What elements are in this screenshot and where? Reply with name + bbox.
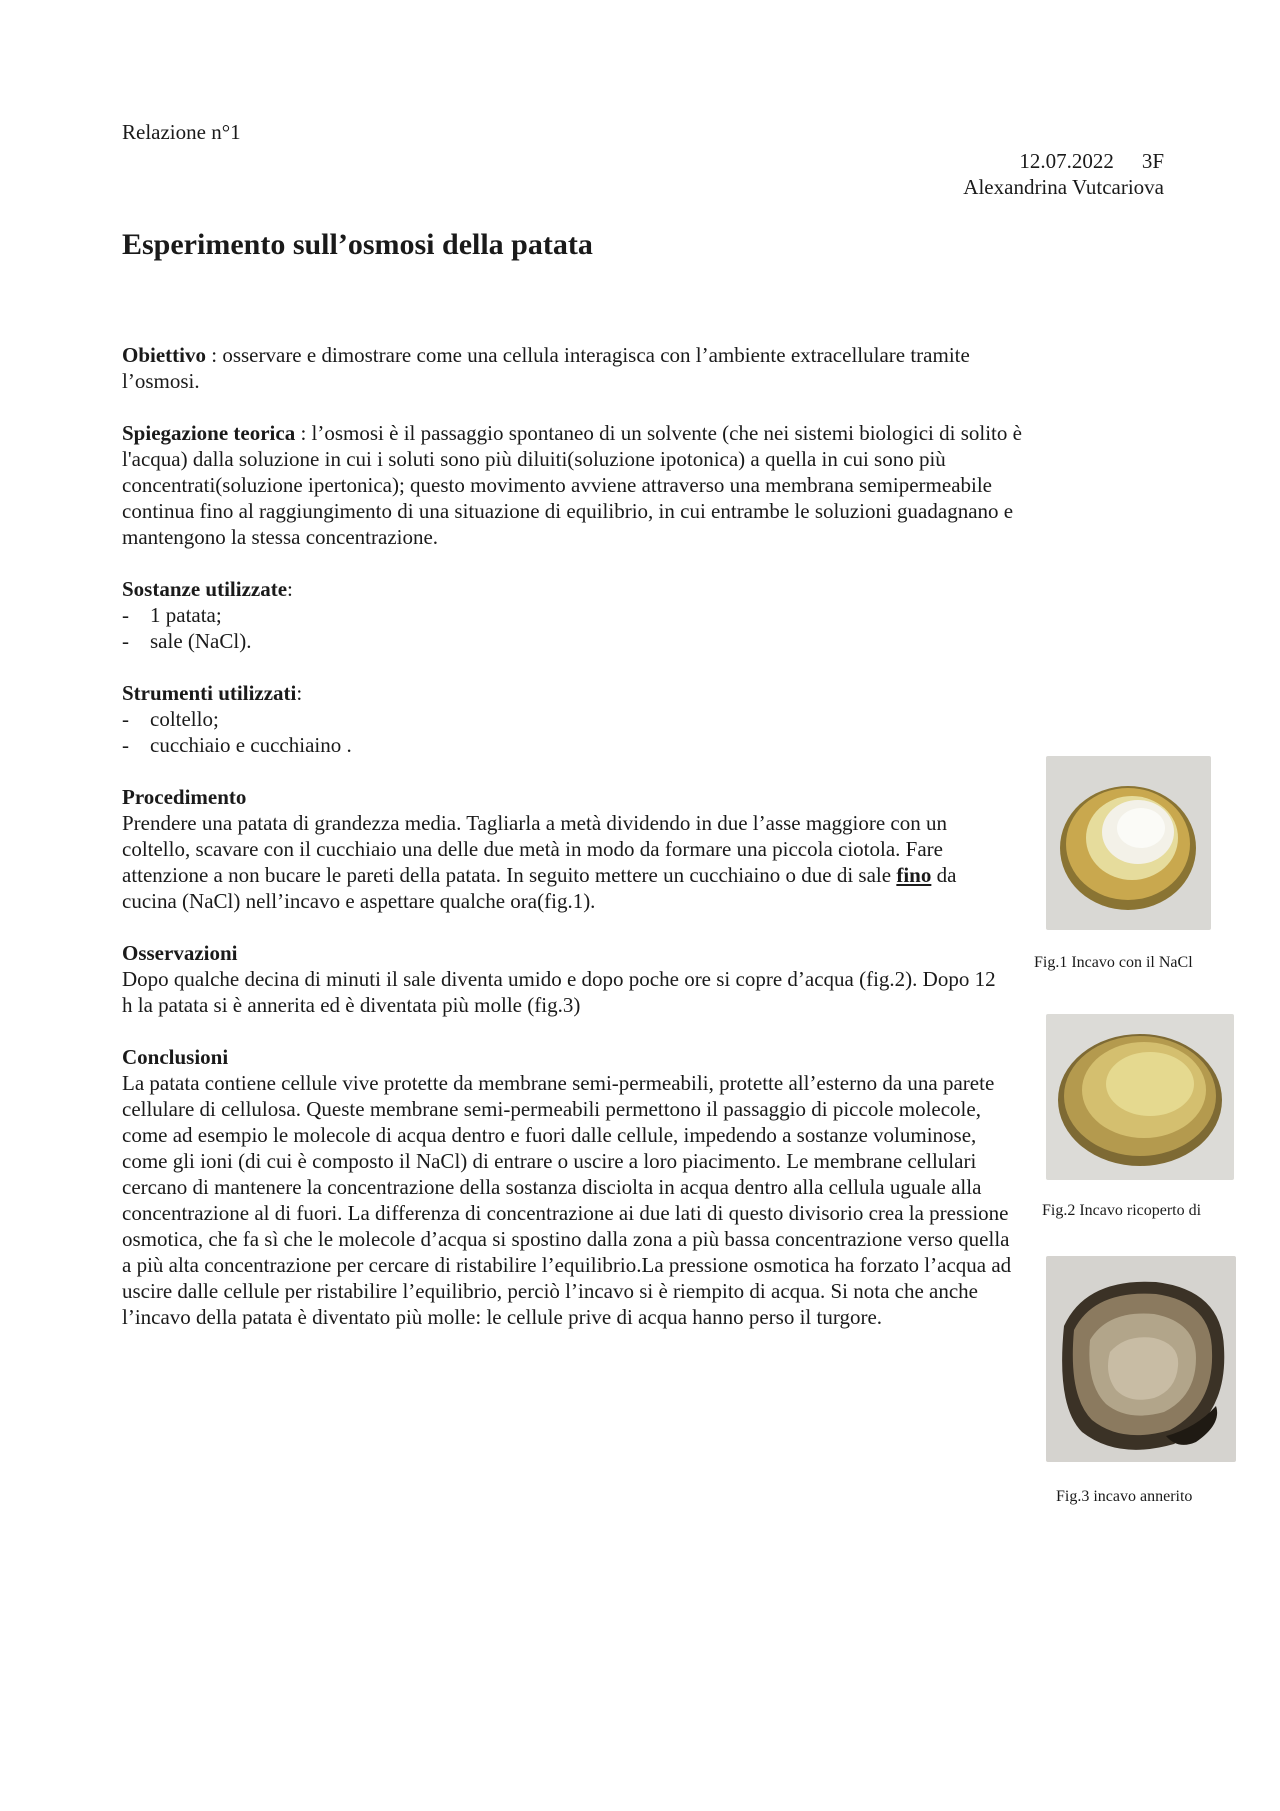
conclusions-section bbox=[122, 1044, 1012, 1330]
list-item bbox=[122, 706, 1022, 732]
list-item-text: 1 patata; bbox=[150, 603, 222, 627]
conclusions-paragraph: La patata contiene cellule vive protette da membrane semi-permeabili, protette all’esterno da una parete cellulare di cellulosa. Queste membrane semi-permeabili permettono il passaggio di piccole molecole, come ad esempio le molecole di acqua dentro e fuori dalle cellule, impedendo a sostanze voluminose, come gli ioni (di cui è composto il NaCl) di entrare o uscire a loro piacimento. Le membrane cellulari cercano di mantenere la concentrazione della sostanza disciolta in acqua dentro alla cellula uguale alla concentrazione al di fuori. La differenza di concentrazione ai due lati di questo divisorio crea la pressione osmotica, che fa sì che le molecole d’acqua si spostino dalla zona a più bassa concentrazione verso quella a più alta concentrazione per cercare di ristabilire l’equilibrio.La pressione osmotica ha forzato l’acqua ad uscire dalle cellule per ristabilire l’equilibrio, perciò l’incavo si è riempito di acqua. Si nota che anche l’incavo della patata è diventato più molle: le cellule prive di acqua hanno perso il turgore. bbox=[122, 1071, 1012, 1329]
tools-label: Strumenti utilizzati bbox=[122, 681, 297, 705]
substances-list bbox=[122, 602, 1022, 654]
figure-1 bbox=[1046, 756, 1211, 930]
objective-section bbox=[122, 342, 1022, 394]
procedure-text-before: Prendere una patata di grandezza media. Tagliarla a metà dividendo in due l’asse maggiore con un coltello, scavare con il cucchiaio una delle due metà in modo da formare una piccola ciotola. Fare attenzione a non bucare le pareti della patata. In seguito mettere un cucchiaino o due di sale bbox=[122, 811, 947, 887]
objective-label: Obiettivo bbox=[122, 343, 206, 367]
list-item-text: cucchiaio e cucchiaino . bbox=[150, 733, 352, 757]
report-label: Relazione n°1 bbox=[122, 120, 241, 144]
report-date: 12.07.2022 bbox=[1019, 149, 1114, 173]
theory-section bbox=[122, 420, 1022, 550]
dash-bullet: - bbox=[122, 603, 129, 627]
objective-text: : osservare e dimostrare come una cellula interagisca con l’ambiente extracellulare tramite l’osmosi. bbox=[122, 343, 970, 393]
figure-3-caption: Fig.3 incavo annerito bbox=[1056, 1488, 1193, 1505]
theory-text: : l’osmosi è il passaggio spontaneo di un solvente (che nei sistemi biologici di solito è l'acqua) dalla soluzione in cui i soluti sono più diluiti(soluzione ipotonica) a quella in cui sono più concentrati(soluzione ipertonica); questo movimento avviene attraverso una membrana semipermeabile continua fino al raggiungimento di una situazione di equilibrio, in cui entrambe le soluzioni guadagnano e mantengono la stessa concentrazione. bbox=[122, 421, 1022, 549]
author-name: Alexandrina Vutcariova bbox=[963, 175, 1164, 199]
date-class-line bbox=[963, 148, 1164, 174]
conclusions-heading: Conclusioni bbox=[122, 1045, 229, 1069]
theory-paragraph bbox=[122, 420, 1022, 550]
class-name: 3F bbox=[1141, 149, 1164, 173]
procedure-section bbox=[122, 784, 1002, 914]
tools-colon: : bbox=[296, 681, 303, 705]
figure-3 bbox=[1046, 1256, 1236, 1462]
substances-label: Sostanze utilizzate bbox=[122, 577, 288, 601]
potato-salt-photo bbox=[1046, 756, 1211, 930]
procedure-heading: Procedimento bbox=[122, 785, 247, 809]
procedure-paragraph bbox=[122, 810, 1002, 914]
figure-2 bbox=[1046, 1014, 1234, 1180]
substances-colon: : bbox=[287, 577, 293, 601]
list-item-text: sale (NaCl). bbox=[150, 629, 252, 653]
dash-bullet: - bbox=[122, 707, 129, 731]
procedure-text-after: da cucina (NaCl) nell’incavo e aspettare qualche ora(fig.1). bbox=[122, 863, 957, 913]
potato-blackened-photo bbox=[1046, 1256, 1236, 1462]
list-item bbox=[122, 732, 1022, 758]
list-item bbox=[122, 628, 1022, 654]
figure-1-caption: Fig.1 Incavo con il NaCl bbox=[1034, 954, 1193, 971]
tools-section bbox=[122, 680, 1022, 758]
theory-label: Spiegazione teorica bbox=[122, 421, 296, 445]
procedure-emphasis: fino bbox=[896, 863, 932, 887]
substances-heading bbox=[122, 576, 1022, 602]
tools-heading bbox=[122, 680, 1022, 706]
report-body bbox=[122, 342, 1022, 1356]
list-item-text: coltello; bbox=[150, 707, 219, 731]
observations-paragraph: Dopo qualche decina di minuti il sale diventa umido e dopo poche ore si copre d’acqua (fig.2). Dopo 12 h la patata si è annerita ed è diventata più molle (fig.3) bbox=[122, 967, 996, 1017]
header-meta bbox=[963, 148, 1164, 200]
observations-section bbox=[122, 940, 1002, 1018]
tools-list bbox=[122, 706, 1022, 758]
dash-bullet: - bbox=[122, 733, 129, 757]
substances-section bbox=[122, 576, 1022, 654]
objective-paragraph bbox=[122, 342, 1022, 394]
figure-2-caption: Fig.2 Incavo ricoperto di bbox=[1042, 1202, 1202, 1219]
list-item bbox=[122, 602, 1022, 628]
dash-bullet: - bbox=[122, 629, 129, 653]
observations-heading: Osservazioni bbox=[122, 941, 238, 965]
document-title: Esperimento sull’osmosi della patata bbox=[122, 228, 593, 261]
potato-water-photo bbox=[1046, 1014, 1234, 1180]
